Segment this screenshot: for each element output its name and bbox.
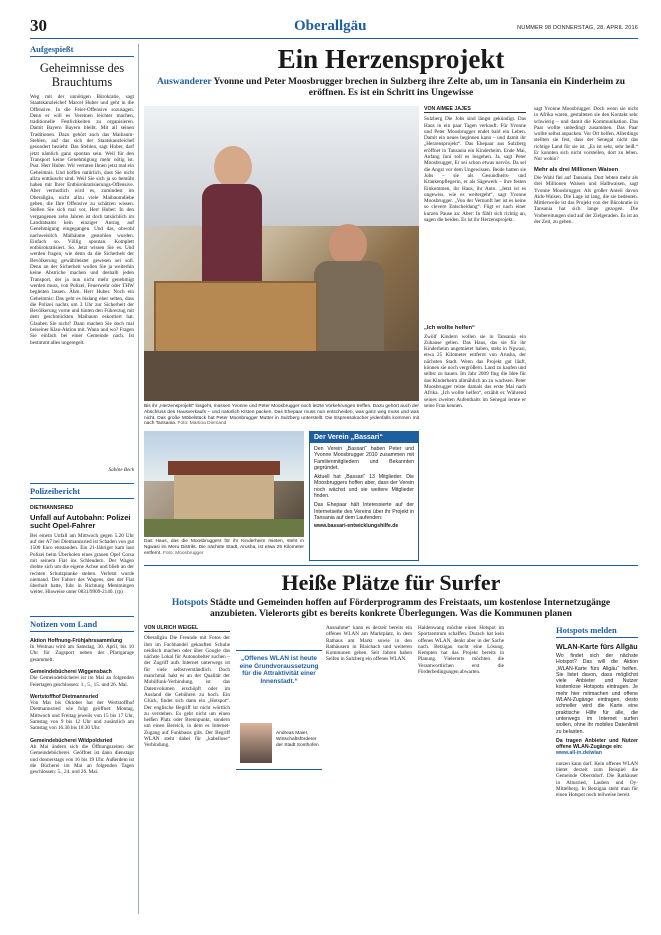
story1-text: sagt Yvonne Moosbrugger. Doch wenn sie nicht in Afrika waren, gestalteten sie den Kontakt sehr schwierig – und damit die Kommunikation. Das Paar wollte unbedingt zusammen. Das Paar wollte selbst anpacken. Vor Ort helfen. Allerdings stellten sie fest, dass der Senegal nicht das richtige Land für sie ist. „Es ist sehr, sehr heiß.“ Er konnten sich nicht vorstellen, dort zu leben. Nur wohin? [534, 106, 638, 163]
police-body: Bei einem Unfall am Mittwoch gegen 5.20 Uhr auf der A7 bei Dietmannsried ist Schaden von gut 1500 Euro entstanden. Ein 21-Jähriger kam laut Polizei beim Überholen eines grauen Opel Corsa mit seinem Fiat ins Schleudern. Der Wagen drehte sich um die eigene Achse und blieb an der rechten Schutzplanke stehen. Verletzt wurde niemand. Der Fahrer des Wagens, den der Fiat überholt hatte, fuhr in Richtung Memmingen weiter. Hinweise unter 0831/9909-2140. (rp) [30, 532, 134, 596]
column-divider [138, 44, 139, 914]
story2-sub-text: Städte und Gemeinden hoffen auf Förderprogramm des Freistaats, um kostenlose Internetzugänge anzubieten. Vielerorts gibt es bereits konkrete Überlegungen. Was die Kommunen planen [210, 598, 611, 619]
photo-house-caption [144, 539, 304, 556]
glosse-kicker: Aufgespießt [30, 44, 134, 57]
story2-subhead [154, 598, 628, 620]
glosse-author: Sabine Beck [108, 467, 134, 473]
photo-couple-caption [144, 404, 419, 427]
quote-portrait [240, 723, 272, 763]
section-title: Oberallgäu [294, 18, 367, 34]
story1-col2 [534, 106, 638, 560]
verein-item: Aktuell hat „Bassari“ 13 Mitglieder. Die Moosbruggers hoffen aber, dass der Verein noch wächst und sie weitere Mitglieder finden. [314, 474, 414, 500]
police-title: Unfall auf Autobahn: Polizei sucht Opel-Fahrer [30, 512, 131, 531]
story2-text: Ausnahme“ kann es derzeit bereits ein offenes WLAN am Marktplatz, in dem Rathaus am Markt sowie in den Rathäusern in Blaichach und weiteren Kommunen geben. Seit Jahren haben Seifen in Sulzberg ein offenes WLAN. [326, 625, 412, 663]
quote-author: Andreas Maier, Wirtschaftsförderer der Stadt Sonthofen [276, 731, 319, 748]
story1-text: Die Wahl fiel auf Tansania. Dort lebten mehr als drei Millionen Waisen und Halbwaisen, sagt Yvonne Moosbrugger. Als großer Anteil davon Aids-Waisen. Die Lage ist lang, die sie bedeuten. Mittlerweile ist das Projekt von der Bürokratie in Tansania hat sich lange gezogen. Die Vorbereitungen sind auf der Zielgeraden. Es ist an der Zeit, zu gehen. [534, 174, 638, 226]
story1-text: Sulzberg Die Jobs sind längst gekündigt. Das Haus in ein paar Tagen verkauft. Für Yvonne und Peter Moosbrugger endet bald ein Leben. Damit ein neues beginnen kann – und damit ihr „Herzensprojekt“. Das Ehepaar aus Sulzberg eröffnet in Tansania ein Kinderheim. Ende Mai, Anfang Juni soll es losgehen. Ja, sagt Peter Moosbrugger, Er sei schon etwas nervös. Da sei die Angst vor dem Ungewissen. Beide hatten sie Jobs – sie als Gesundheits- und Krankenpflegerin, er als Sägewerk – ihre festen Einkommen, ihr Haus, ihr Auto. „Jetzt ist es ungewiss, wie es weitergeht“, sagt Yvonne Moosbrugger. „Von der Vernunft her ist es keine so clevere Entscheidung“. Fügt er nach einer kurzen Pause an: Aber: In fühlt sich richtig an, sagen die beiden. Es ist ihr Herzensprojekt. [424, 116, 526, 224]
story2-col4 [418, 625, 504, 915]
story1-inner-heading: Mehr als drei Millionen Waisen [534, 166, 619, 173]
story2-col3 [326, 625, 412, 915]
notes-kicker: Notizen vom Land [30, 616, 134, 632]
note-title: Gemeindebücherei Wildpoldsried [30, 737, 113, 744]
story2-sub-lead: Hotspots [171, 598, 208, 608]
hotspots-kicker: Hotspots melden [556, 625, 638, 638]
story2-col1 [144, 625, 230, 915]
photo-house [144, 431, 304, 537]
note-body: Ab Mai ändern sich die Öffnungszeiten der Gemeindebücherei. Geöffnet ist dann dienstags und donnerstags von 16 bis 19 Uhr. Außerdem ist die Bücherei im Mai an folgenden Tagen geschlossen: 5., 24. und 26. Mai. [30, 743, 134, 776]
note-body: In Weitnau wird am Samstag, 30. April, bis 10 Uhr für Zugsport neben der Pfarrgarage gesammelt. [30, 644, 134, 663]
story1-sub-lead: Auswanderer [156, 77, 212, 87]
page-header [30, 16, 638, 39]
verein-title: Der Verein „Bassari“ [310, 432, 418, 443]
verein-item: Den Verein „Bassari“ haben Peter und Yvonne Moosbrugger 2010 zusammen mit Familienmitgliedern und Bekannten gegründet. [314, 446, 414, 471]
verein-box [309, 431, 419, 561]
hotspots-after: nutzen kann darf. Kein offenes WLAN bietet derzeit zum Beispiel die Gemeinde Oberstdorf. Die Rathäuser in Altusried, Lauben und Oy-Mittelberg. In Betzigau steht man für einen Hotspot noch teilweise bereit. [556, 760, 638, 799]
story2-byline: VON ULRICH WEIGEL [144, 625, 230, 632]
caption-text: Bis ihr „Herzensprojekt“ losgeht, müssen Yvonne und Peter Moosbrugger noch letzte Vorkehrungen treffen. Dazu gehört auch der Abschluss des Hausverkaufs – und natürlich Kisten packen. Das Ehepaar muss nun entscheiden, was ganz weg muss und was nicht. Das große Möbelstück hat Peter Moosbrugger Mutter in Sulzberg unterstellt. Die Espressokocher jedenfalls kommen mit nach Tansania. [144, 404, 419, 427]
note-title: Gemeindebücherei Wiggensbach [30, 668, 112, 675]
verein-item: Das Ehepaar hält Interessierte auf der Internetseite des Vereins über ihr Projekt in Tansania auf dem Laufenden: [314, 502, 414, 521]
hotspots-box [556, 625, 638, 915]
verein-url[interactable]: www.bassari-entwicklungshilfe.de [314, 523, 399, 530]
story1-col1 [424, 106, 526, 560]
hotspots-title: WLAN-Karte fürs Allgäu [556, 642, 638, 651]
story1-text: Zwölf Kindern wollen sie in Tansania ein Zuhause geben. Das Haus, das sie für ihr Kinderheim angemietet haben, steht in Ngwasi, etwa 25 Kilometer entfernt von Arusha, der nächsten Stadt. Wenn das Projekt gut läuft, können sie noch vergrößern. Land zu kaufen und selbst zu bauen. Im Jahr 2009 fing die Idee für das Kinderheim allmählich an zu wachsen. Peter Moosbrugger reiste damals das erste Mal nach Afrika. „Ich wollte helfen“, erzählt er. Während seines zweiten Aufenthalts im Senegal lernte er seine Frau kennen. [424, 333, 526, 409]
story1-sub-text: Yvonne und Peter Moosbrugger brechen in Sulzberg ihre Zelte ab, um in Tansania ein Kinderheim zu eröffnen. Es ist ein Schritt ins Ungewisse [213, 77, 626, 98]
police-kicker: Polizeibericht [30, 483, 134, 499]
issue-line: NUMMER 98 DONNERSTAG, 28. APRIL 2016 [517, 25, 638, 31]
note-body: Von Mai bis Oktober hat der Wertstoffhof Dietmannsried wie folgt geöffnet: Montag, Mittwoch und Freitag jeweils von 15 bis 17 Uhr, Samstag von 9 bis 12 Uhr und zusätzlich am Samstag von 16.30 bis 18.30 Uhr. [30, 700, 134, 732]
story-divider [144, 565, 638, 566]
story2-text: Haldenwang möchte einen Hotspot im Sportzentrum schaffen. Durach hat kein offenes WLAN, denkt aber in der Sache nach. Betzigau sucht eine Lösung. Kempten hat das Projekt bereits in Planung. Vielerorts möchten die Verantwortlichen erst die Förderbedingungen abwarten. [418, 625, 504, 676]
note-body: Die Gemeindebücherei ist im Mai an folgenden Feiertagen geschlossen: 1., 5., 15. und 26. Mai. [30, 675, 134, 688]
left-column [30, 44, 134, 914]
page-number: 30 [30, 16, 47, 35]
photo-credit: Foto: Martina Diemand [177, 421, 227, 427]
caption-text: Das Haus, das die Moosbruggers für ihr Kinderheim mieten, steht in Ngwasi im Meru Distrikt. Die nächste Stadt, Arusha, ist etwa 25 Kilometer entfernt. [144, 539, 304, 556]
note-title: Wertstoffhof Dietmannsried [30, 693, 99, 700]
story2-headline: Heiße Plätze für Surfer [281, 570, 501, 595]
story1-inner-heading: „Ich wollte helfen“ [424, 325, 475, 332]
photo-credit: Foto: Moosbrugger [162, 550, 204, 556]
story1-subhead [154, 77, 628, 99]
hotspots-url[interactable]: www.all-in.de/wlan [556, 750, 602, 757]
note-title: Aktion Hoffnung-Frühjahrssammlung [30, 637, 123, 644]
glosse-title: Geheimnisse des Brauchtums [39, 61, 125, 89]
photo-couple [144, 106, 419, 401]
hotspots-body: Wo findet sich der nächste Hotspot? Das will die Aktion „WLAN-Karte fürs Allgäu“ helfen. Sie listet davon, dass möglichst viele Anbieter und Nutzer kostenlose Hotspots eintragen. Je mehr hier mitmachen und offene WLAN-Zugänge eintragen, desto schneller wird die Karte eine praktische Hilfe für alle, die unterwegs im Internet surfen wollen, ohne ihr mobiles Datenlimit zu belasten. [556, 653, 638, 735]
quote-text: „Offenes WLAN ist heute eine Grundvoraussetzung für die Attraktivität einer Innenstadt.“ [239, 655, 319, 685]
story2-text: Oberallgäu Die Freunde mit Fotos der ihm im Fachhandel gekauften Schuhe neidisch machen oder über Google das nächste Lokal für Autonobelter suchen – der Zugriff aufs Internet unterwegs ist für viele selbstverständlich. Doch manchmal hakt es an der Qualität der Mobilfunk-Verbindung, ist das Datenvolumen erschöpft oder im Ausland die Gebühren zu hoch. Ein Glück, findet sich dann ein „Hotspot“. Der englische Begriff ist nicht wörtlich zu verstehen. Es geht nicht um einen heißen Platz oder Brennpunkt, sondern um einen Bereich, in dem es Internet-Zugang auf Funkbasis gibt. Der Begriff WLAN steht dabei für „kabellose“ Verbindung. [144, 635, 230, 749]
quote-box [236, 650, 322, 770]
hotspots-cta: Da tragen Anbieter und Nutzer offene WLAN-Zugänge ein: [556, 737, 638, 751]
story1-byline: VON AIMÉE JAJES [424, 106, 526, 113]
story1-headline: Ein Herzensprojekt [277, 44, 505, 74]
police-place: DIETMANNSRIED [30, 505, 74, 512]
glosse-body: Weg mit der unnötigen Bürokratie, sagt Staatskanzleichef Marcel Huber und geht in die Offensive. In die Feier-Offensive sozusagen. Denn er will es Vereinen leichter machen, traditionelle Festlichkeiten zu organisieren. Damit Bayern Bayern bleibt. Mit all seinen Traditionen. Dazu gehört auch das Maibaum-Stehlen, auf das sich der Staatskanzleichef gesondert bezieht: Das Stehlen, sagt Huber, darf jetzt nämlich ganz spontan sein. Weil für den Transport keine Genehmigung mehr nötig ist. Psst. Herr Huber. Wir verraten Ihnen jetzt mal ein Geheimnis. Und hoffen natürlich, dass Sie nicht allzu enttäuscht sind. Weil Sie sich ja so bemüht haben mit Ihrer Entbürokratisierungs-Offensive. Aber vermutlich wird es, zumindest im Oberallgäu, nicht allzu viele Maibaumdiebe geben, die Ihre Offensive zu schätzen wissen. Stellen Sie sich mal vor, Herr Huber: In den vergangenen zehn Jahren ist doch tatsächlich im Landratsamt kein einziger Antrag auf Genehmigung eingegangen. Und das, obwohl nachweislich Maibäume gestohlen wurden. Einfach so. Völlig spontan. Komplett entbürokratisiert. So. Jetzt wissen Sie es. Und werden fragen, wie denn da die Sicherheit der Bevölkerung gewährleistet gewesen sei soll. Denn an der Sicherheit wollen Sie ja weiterhin keine Abstriche machen und deshalb jeden Transport, der ja nun nicht mehr genehmigt werden muss, von Polizei, Feuerwehr oder THW begleiten lassen. Ähm. Herr Huber. Noch ein Geheimnis: Das geht es bislang eher selten, dass die Polizei nachts um 3 Uhr zur Sicherheit der Bevölkerung vorne und hinten den Führerzug mit dem geschmückten Maibaum eskortiert hat. Glauben Sie nicht? Dann machen Sie doch mal beiseiner Klau-Aktion mit. Wann und wo? Fragen Sie einfach bei einer Gemeinde nach. Ist bestimmt alles ungeregelt. [30, 94, 134, 346]
